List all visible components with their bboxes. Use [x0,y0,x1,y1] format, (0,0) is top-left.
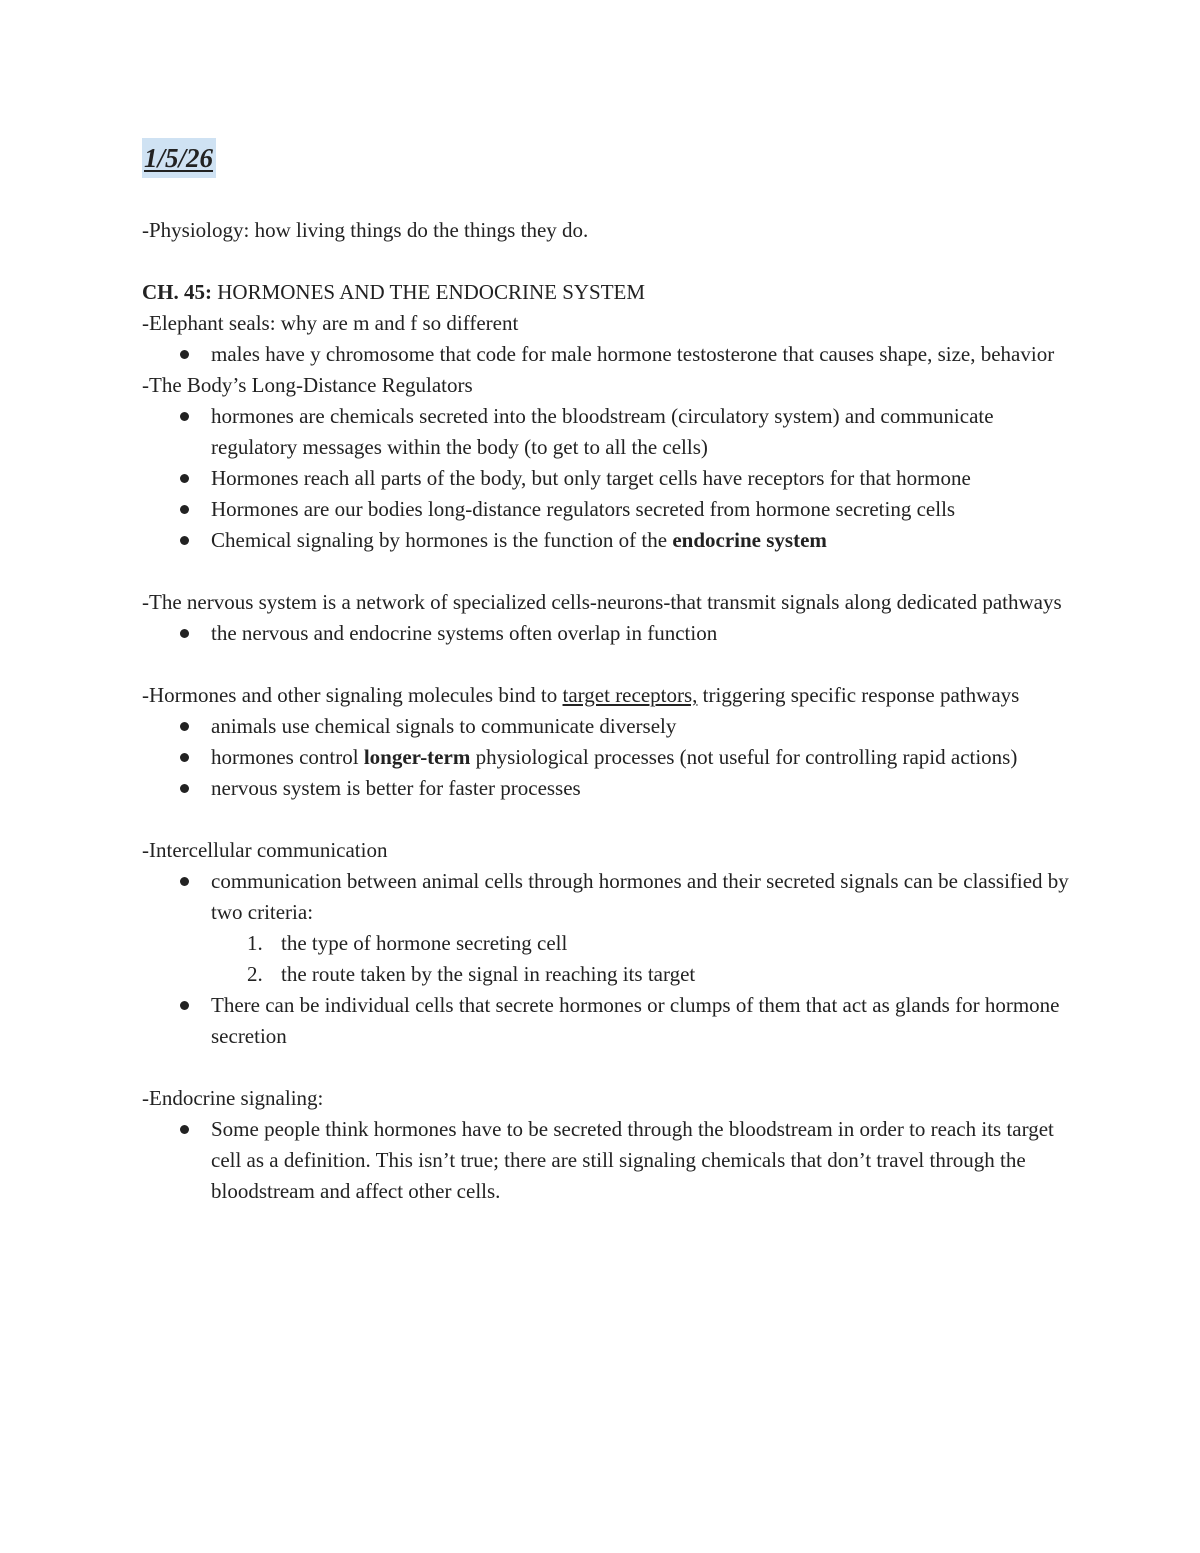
nervous-list [142,618,1072,649]
document-body [142,138,1072,1207]
list-item: Some people think hormones have to be secreted through the bloodstream in order to reach its target cell as a definition. This isn’t true; there are still signaling chemicals that don’t travel through the bloodstream and affect other cells. [211,1114,1072,1207]
item-number: 2. [247,962,263,986]
endocrine-heading: -Endocrine signaling: [142,1086,324,1110]
chapter-heading [142,277,1072,308]
regulators-list [142,401,1072,556]
list-item [211,866,1072,990]
list-item: Hormones reach all parts of the body, but only target cells have receptors for that hormone [211,463,1072,494]
chapter-title: HORMONES AND THE ENDOCRINE SYSTEM [212,280,646,304]
list-item: nervous system is better for faster processes [211,773,1072,804]
list-item: There can be individual cells that secrete hormones or clumps of them that act as glands for hormone secretion [211,990,1072,1052]
list-item-text: hormones control [211,745,364,769]
longer-term-term: longer-term [363,745,471,769]
intercellular-heading: -Intercellular communication [142,838,388,862]
blank-line [142,246,1072,277]
signaling-heading-rest: triggering specific response pathways [697,683,1020,707]
numbered-item-text: the route taken by the signal in reaching its target [281,962,696,986]
list-item [211,742,1072,773]
blank-line [142,1052,1072,1083]
seals-heading: -Elephant seals: why are m and f so different [142,311,519,335]
regulators-heading: -The Body’s Long-Distance Regulators [142,373,473,397]
list-item: Hormones are our bodies long-distance regulators secreted from hormone secreting cells [211,494,1072,525]
list-item-text: Chemical signaling by hormones is the function of the [211,528,673,552]
blank-line [142,804,1072,835]
target-receptors-term: target receptors, [562,683,698,707]
chapter-label: CH. 45: [142,280,212,304]
criteria-list [211,928,1072,990]
intercellular-list [142,866,1072,1052]
list-item-text-rest: physiological processes (not useful for controlling rapid actions) [470,745,1018,769]
endocrine-list [142,1114,1072,1207]
numbered-item [247,928,1072,959]
numbered-item [247,959,1072,990]
numbered-item-text: the type of hormone secreting cell [281,931,568,955]
list-item: males have y chromosome that code for male hormone testosterone that causes shape, size, behavior [211,339,1072,370]
blank-line [142,649,1072,680]
item-number: 1. [247,931,263,955]
list-item [211,525,1072,556]
list-item: the nervous and endocrine systems often overlap in function [211,618,1072,649]
signaling-list [142,711,1072,804]
list-item: animals use chemical signals to communicate diversely [211,711,1072,742]
date-heading-row [142,138,1072,188]
list-item-text: communication between animal cells through hormones and their secreted signals can be classified by two criteria: [211,869,1069,924]
signaling-heading-text: -Hormones and other signaling molecules bind to [142,683,563,707]
signaling-heading [142,680,1072,711]
list-item: hormones are chemicals secreted into the bloodstream (circulatory system) and communicate regulatory messages within the body (to get to all the cells) [211,401,1072,463]
date-heading: 1/5/26 [142,138,216,178]
intro-line: -Physiology: how living things do the things they do. [142,218,589,242]
seals-list [142,339,1072,370]
nervous-heading: -The nervous system is a network of specialized cells-neurons-that transmit signals along dedicated pathways [142,590,1062,614]
endocrine-system-term: endocrine system [672,528,827,552]
blank-line [142,556,1072,587]
